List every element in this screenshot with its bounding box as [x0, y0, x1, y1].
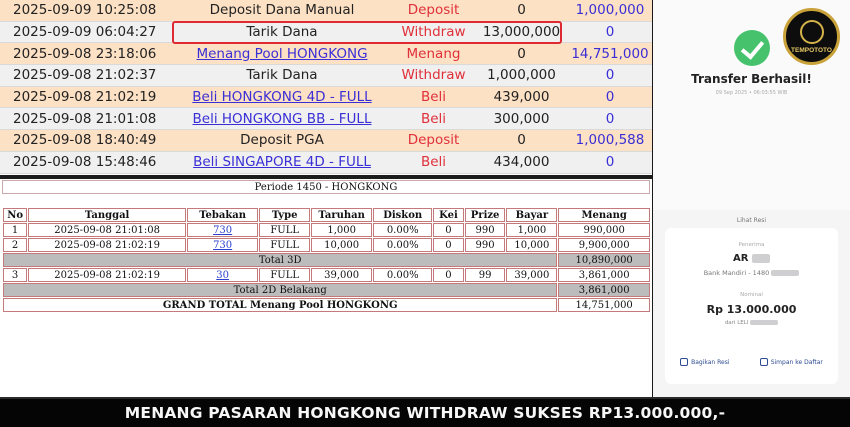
bet-guess-link[interactable]: 30: [216, 269, 229, 281]
tempototo-logo: [783, 8, 840, 65]
recipient-name-text: AR: [733, 253, 749, 264]
bet-type: FULL: [259, 223, 310, 237]
bet-guess-link[interactable]: 730: [213, 239, 233, 251]
promo-banner: MENANG PASARAN HONGKONG WITHDRAW SUKSES RP13.000.000,-: [0, 397, 850, 427]
transaction-type: Beli: [420, 110, 447, 127]
bet-prize: 99: [465, 268, 506, 282]
transaction-row: [0, 130, 652, 152]
receipt-actions: [665, 358, 838, 366]
transaction-date: 2025-09-08 21:01:08: [13, 110, 157, 127]
pool-result-table: [2, 207, 651, 313]
transaction-date: 2025-09-08 21:02:19: [13, 89, 157, 106]
bet-guess-cell: [187, 223, 258, 237]
nominal-label: Nominal: [740, 292, 763, 298]
bet-pay: 1,000: [506, 223, 557, 237]
transaction-amount: 300,000: [493, 110, 550, 127]
bet-guess-cell: [187, 268, 258, 282]
column-header: Menang: [558, 208, 650, 222]
transaction-description: Deposit Dana Manual: [209, 2, 355, 19]
transaction-description: Tarik Dana: [246, 67, 318, 84]
column-header: Taruhan: [311, 208, 372, 222]
pool-result-panel: [0, 179, 652, 397]
transaction-date: 2025-09-09 10:25:08: [13, 2, 157, 19]
transaction-amount: 434,000: [493, 154, 550, 171]
success-check-icon: [734, 30, 770, 66]
transaction-type: Withdraw: [401, 24, 466, 41]
censor-block: [771, 270, 799, 276]
transaction-balance: 0: [605, 67, 615, 84]
receipt-card: [665, 228, 838, 384]
column-header: Tebakan: [187, 208, 258, 222]
sender-line: [665, 320, 838, 326]
subtotal-label: Total 2D Belakang: [3, 283, 557, 297]
transaction-balance: 0: [605, 89, 615, 106]
bet-discount: 0.00%: [373, 223, 432, 237]
transaction-balance: 14,751,000: [571, 45, 649, 62]
transaction-row: [0, 43, 652, 65]
transaction-balance: 1,000,000: [575, 2, 645, 19]
transaction-row: [0, 65, 652, 87]
bet-type: FULL: [259, 238, 310, 252]
transaction-date: 2025-09-08 15:48:46: [13, 154, 157, 171]
recipient-bank: [665, 269, 838, 277]
recipient-name: [665, 253, 838, 264]
transaction-amount: 439,000: [493, 89, 550, 106]
logo-ring-icon: [800, 20, 824, 44]
transaction-description[interactable]: Beli HONGKONG 4D - FULL: [192, 89, 372, 106]
bet-row: [3, 238, 650, 252]
transaction-amount: 0: [517, 2, 526, 19]
transaction-row: [0, 108, 652, 130]
column-header: Prize: [465, 208, 506, 222]
bet-date: 2025-09-08 21:02:19: [28, 238, 186, 252]
column-header: Type: [259, 208, 310, 222]
transaction-row: [0, 0, 652, 22]
nominal-amount: Rp 13.000.000: [706, 303, 797, 316]
transaction-balance: 0: [605, 154, 615, 171]
transfer-receipt-screen: [653, 0, 850, 397]
bet-kei: 0: [433, 238, 464, 252]
share-label: Bagikan Resi: [691, 358, 730, 366]
column-header: No: [3, 208, 27, 222]
recipient-bank-text: Bank Mandiri - 1480: [703, 269, 770, 277]
transaction-balance: 1,000,588: [575, 132, 645, 149]
transaction-type: Beli: [420, 89, 447, 106]
grand-total-amount: 14,751,000: [558, 298, 650, 312]
transaction-description: Tarik Dana: [246, 24, 318, 41]
bet-type: FULL: [259, 268, 310, 282]
bet-win: 990,000: [558, 223, 650, 237]
column-header: Tanggal: [28, 208, 186, 222]
transaction-row: [0, 22, 652, 44]
transaction-amount: 1,000,000: [487, 67, 556, 84]
bet-number: 3: [3, 268, 27, 282]
bet-date: 2025-09-08 21:01:08: [28, 223, 186, 237]
transaction-date: 2025-09-08 23:18:06: [13, 45, 157, 62]
recipient-label: Penerima: [738, 242, 765, 248]
transaction-description[interactable]: Beli SINGAPORE 4D - FULL: [193, 154, 371, 171]
bet-kei: 0: [433, 223, 464, 237]
bet-pay: 39,000: [506, 268, 557, 282]
transaction-type: Deposit: [407, 132, 460, 149]
save-to-list-button[interactable]: [760, 358, 823, 366]
bookmark-icon: [760, 358, 768, 366]
bet-discount: 0.00%: [373, 268, 432, 282]
bet-guess-link[interactable]: 730: [213, 224, 233, 236]
bet-amount: 1,000: [311, 223, 372, 237]
transaction-row: [0, 87, 652, 109]
bet-amount: 10,000: [311, 238, 372, 252]
subtotal-row: [3, 253, 650, 267]
bet-pay: 10,000: [506, 238, 557, 252]
bet-prize: 990: [465, 238, 506, 252]
transaction-date: 2025-09-08 18:40:49: [13, 132, 157, 149]
transaction-type: Deposit: [407, 2, 460, 19]
bet-amount: 39,000: [311, 268, 372, 282]
column-header: Bayar: [506, 208, 557, 222]
bet-discount: 0.00%: [373, 238, 432, 252]
transaction-date: 2025-09-08 21:02:37: [13, 67, 157, 84]
subtotal-amount: 3,861,000: [558, 283, 650, 297]
transaction-row: [0, 152, 652, 174]
share-receipt-button[interactable]: [680, 358, 729, 366]
transaction-amount: 0: [517, 45, 526, 62]
grand-total-label: GRAND TOTAL Menang Pool HONGKONG: [3, 298, 557, 312]
bet-win: 3,861,000: [558, 268, 650, 282]
sender-text: dari LELI: [724, 320, 749, 326]
transfer-date: 09 Sep 2025 • 06:03:55 WIB: [715, 90, 788, 96]
censor-block: [750, 320, 778, 325]
bet-number: 1: [3, 223, 27, 237]
transaction-balance: 0: [605, 110, 615, 127]
pool-header-row: [3, 208, 650, 222]
bet-win: 9,900,000: [558, 238, 650, 252]
share-icon: [680, 358, 688, 366]
logo-text: TEMPOTOTO: [791, 47, 832, 54]
transfer-success-title: Transfer Berhasil!: [691, 72, 812, 86]
transaction-type: Beli: [420, 154, 447, 171]
subtotal-amount: 10,890,000: [558, 253, 650, 267]
save-label: Simpan ke Daftar: [770, 358, 823, 366]
bet-row: [3, 268, 650, 282]
transaction-description[interactable]: Menang Pool HONGKONG: [196, 45, 368, 62]
bet-date: 2025-09-08 21:02:19: [28, 268, 186, 282]
transaction-history-table: [0, 0, 652, 175]
bet-row: [3, 223, 650, 237]
transaction-description: Deposit PGA: [240, 132, 324, 149]
lihat-resi-label: Lihat Resi: [736, 217, 767, 224]
transaction-balance: 0: [605, 24, 615, 41]
transaction-description[interactable]: Beli HONGKONG BB - FULL: [192, 110, 372, 127]
period-title: Periode 1450 - HONGKONG: [2, 180, 650, 194]
transaction-amount: 0: [517, 132, 526, 149]
censor-block: [752, 254, 770, 263]
column-header: Diskon: [373, 208, 432, 222]
transaction-amount: 13,000,000: [482, 24, 561, 41]
subtotal-label: Total 3D: [3, 253, 557, 267]
subtotal-row: [3, 283, 650, 297]
bet-kei: 0: [433, 268, 464, 282]
bet-prize: 990: [465, 223, 506, 237]
transaction-date: 2025-09-09 06:04:27: [13, 24, 157, 41]
transaction-type: Menang: [406, 45, 461, 62]
bet-guess-cell: [187, 238, 258, 252]
grand-total-row: [3, 298, 650, 312]
transaction-type: Withdraw: [401, 67, 466, 84]
column-header: Kei: [433, 208, 464, 222]
bet-number: 2: [3, 238, 27, 252]
